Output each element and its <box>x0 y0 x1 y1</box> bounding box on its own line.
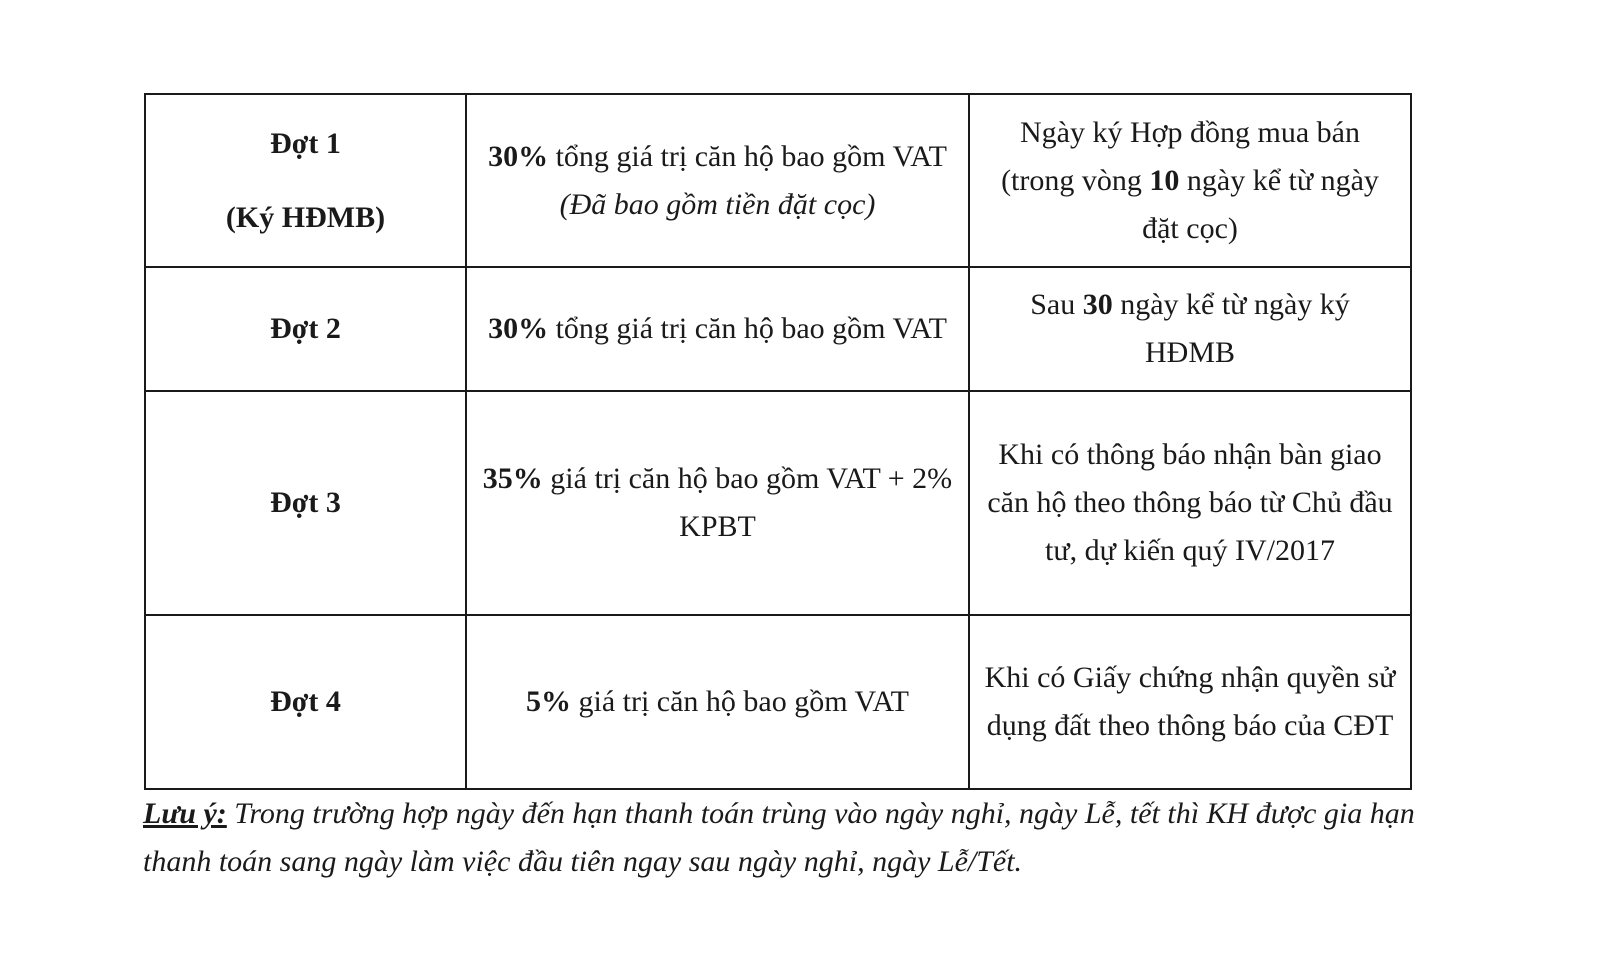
amount-text: tổng giá trị căn hộ bao gồm VAT <box>548 312 947 345</box>
table-row <box>145 94 1411 267</box>
timing-days: 10 <box>1149 163 1180 197</box>
timing-days: 30 <box>1082 288 1113 321</box>
amount-percent: 5% <box>525 685 571 718</box>
amount-text: giá trị căn hộ bao gồm VAT <box>570 685 909 718</box>
table-row <box>145 267 1411 391</box>
amount-cell <box>466 391 969 615</box>
timing-cell <box>969 94 1411 267</box>
amount-cell <box>466 94 969 267</box>
amount-italic-note: (Đã bao gồm tiền đặt cọc) <box>559 187 876 221</box>
note-label: Lưu ý: <box>143 797 227 830</box>
timing-text: Khi có thông báo nhận bàn giao căn hộ theo thông báo từ Chủ đầu tư, dự kiến quý IV/2017 <box>987 438 1393 567</box>
amount-cell <box>466 267 969 391</box>
payment-note <box>143 790 1433 886</box>
phase-cell <box>145 267 466 391</box>
phase-label: Đợt 3 <box>270 486 341 519</box>
phase-label: Đợt 2 <box>270 312 341 345</box>
phase-cell <box>145 391 466 615</box>
timing-text: ngày kể từ ngày đặt cọc) <box>1142 163 1379 245</box>
timing-text: Khi có Giấy chứng nhận quyền sử dụng đất theo thông báo của CĐT <box>984 661 1396 742</box>
table-row <box>145 615 1411 789</box>
timing-text: Sau <box>1030 288 1083 321</box>
note-text: Trong trường hợp ngày đến hạn thanh toán trùng vào ngày nghỉ, ngày Lễ, tết thì KH được gia hạn thanh toán sang ngày làm việc đầu tiên ngay sau ngày nghỉ, ngày Lễ/Tết. <box>143 797 1415 878</box>
phase-label: Đợt 4 <box>270 685 341 718</box>
timing-cell <box>969 267 1411 391</box>
amount-percent: 35% <box>482 462 543 495</box>
amount-text: tổng giá trị căn hộ bao gồm VAT <box>548 139 947 173</box>
timing-cell <box>969 391 1411 615</box>
payment-schedule-table <box>144 93 1412 790</box>
amount-percent: 30% <box>488 139 549 173</box>
table-row <box>145 391 1411 615</box>
timing-cell <box>969 615 1411 789</box>
timing-text: Ngày ký Hợp đồng mua bán (trong vòng <box>1001 115 1360 197</box>
timing-text: ngày kể từ ngày ký HĐMB <box>1112 288 1350 369</box>
amount-cell <box>466 615 969 789</box>
amount-text: giá trị căn hộ bao gồm VAT + 2% KPBT <box>542 462 953 543</box>
amount-percent: 30% <box>488 312 549 345</box>
phase-cell <box>145 615 466 789</box>
phase-label: Đợt 1 <box>270 126 341 160</box>
phase-cell <box>145 94 466 267</box>
phase-note: (Ký HĐMB) <box>225 200 386 234</box>
